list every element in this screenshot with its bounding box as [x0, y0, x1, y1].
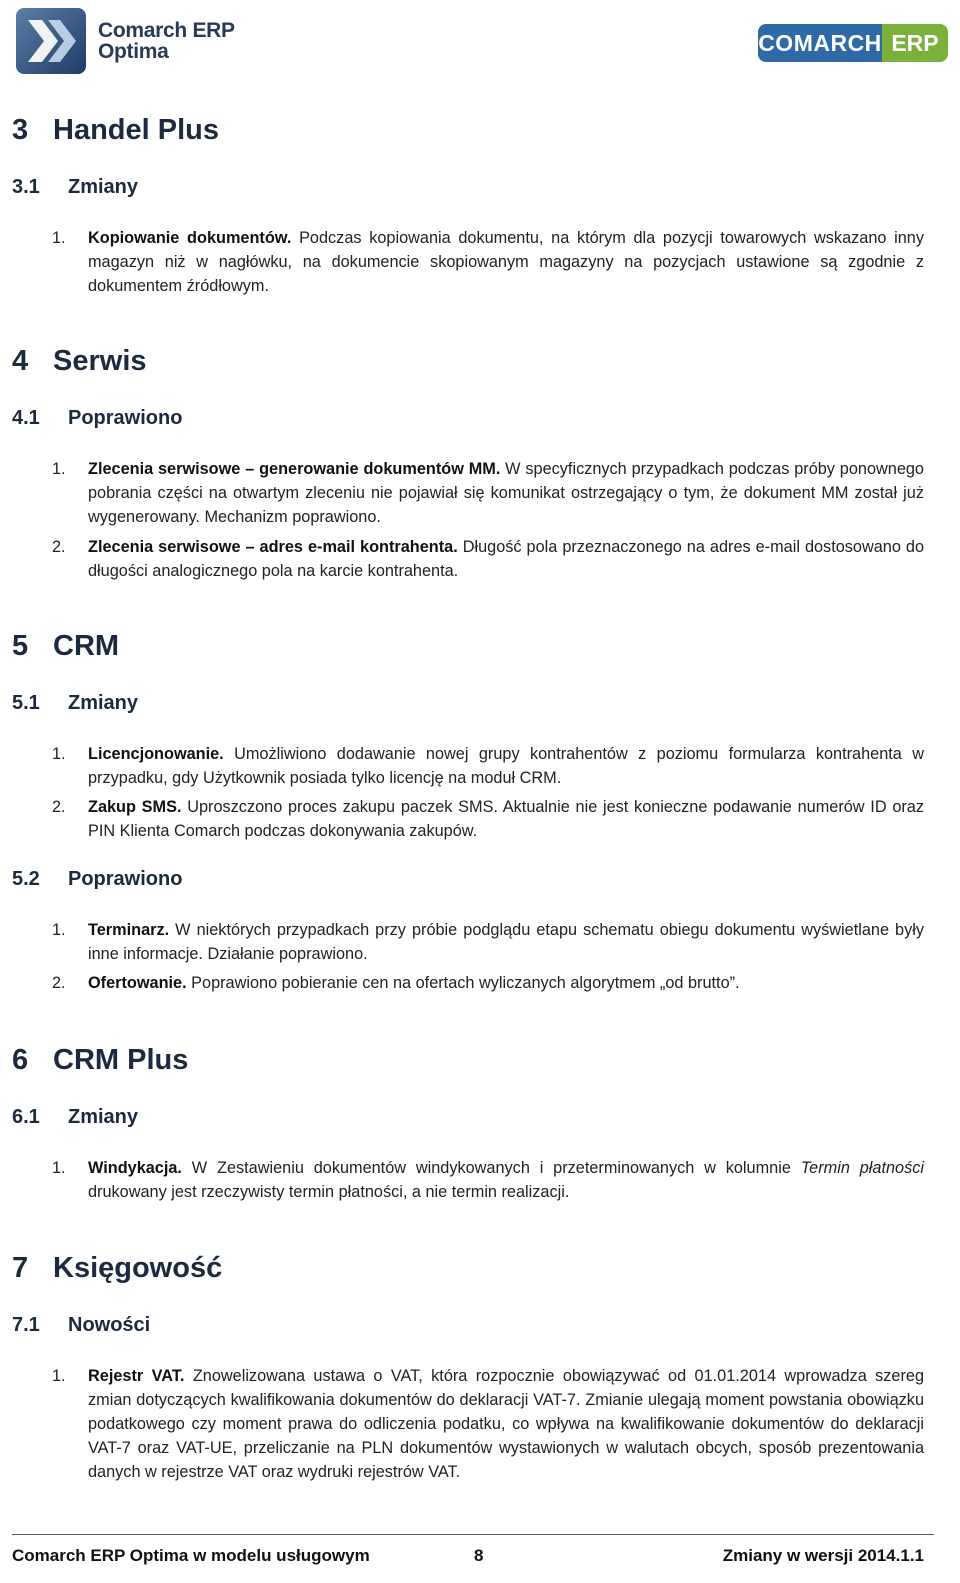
comarch-erp-optima-logo: [14, 6, 235, 76]
item-text: Poprawiono pobieranie cen na ofertach wyliczanych algorytmem „od brutto”.: [186, 974, 740, 992]
item-title: Ofertowanie.: [88, 974, 187, 992]
subsection-title: Poprawiono: [68, 407, 183, 429]
item-text: W specyficznych przypadkach podczas próby ponownego pobrania części na otwartym zleceniu nie pojawiał się komunikat ostrzegający o tym, że dokument MM został już wygenerowany. Mechanizm poprawiono.: [88, 460, 924, 526]
section-title: CRM: [53, 630, 120, 662]
item-text: W Zestawieniu dokumentów windykowanych i przeterminowanych w kolumnie: [181, 1159, 801, 1177]
subsection-number: 7.1: [12, 1314, 40, 1336]
section-heading: [12, 114, 219, 147]
item-number: 1.: [52, 460, 66, 478]
item-italic-term: Termin płatności: [800, 1159, 924, 1177]
item-number: 1.: [52, 1367, 66, 1385]
subsection-title: Nowości: [68, 1314, 151, 1336]
section-title: Serwis: [53, 345, 147, 377]
item-text: Umożliwiono dodawanie nowej grupy kontrahentów z poziomu formularza kontrahenta w przypadku, gdy Użytkownik posiada tylko licencję na moduł CRM.: [88, 745, 924, 787]
item-number: 2.: [52, 798, 66, 816]
item-title: Zlecenia serwisowe – generowanie dokumentów MM.: [88, 460, 501, 478]
item-text: W niektórych przypadkach przy próbie podglądu etapu schematu obiegu dokumentu wyświetlane były inne informacje. Działanie poprawiono.: [88, 921, 924, 963]
section-heading: [12, 345, 147, 378]
subsection-number: 5.1: [12, 692, 40, 714]
section-number: 4: [12, 345, 29, 377]
footer-page-number: 8: [474, 1546, 484, 1565]
list-item: [52, 918, 924, 966]
subsection-number: 4.1: [12, 407, 40, 429]
item-title: Zlecenia serwisowe – adres e-mail kontrahenta.: [88, 538, 458, 556]
logo-line-2: Optima: [98, 40, 169, 63]
footer-version: Zmiany w wersji 2014.1.1: [722, 1546, 924, 1565]
subsection-number: 5.2: [12, 868, 40, 890]
item-number: 2.: [52, 538, 66, 556]
logo-line-1: Comarch ERP: [98, 19, 235, 42]
item-number: 1.: [52, 1159, 66, 1177]
item-number: 1.: [52, 745, 66, 763]
item-title: Windykacja.: [88, 1159, 182, 1177]
page-header: [0, 0, 960, 90]
page-footer: [12, 1546, 924, 1570]
list-item: [52, 971, 924, 995]
item-title: Zakup SMS.: [88, 798, 182, 816]
section-number: 3: [12, 114, 29, 146]
item-text: Uproszczono proces zakupu paczek SMS. Aktualnie nie jest konieczne podawanie numerów ID oraz PIN Klienta Comarch podczas dokonywania zakupów.: [88, 798, 924, 840]
subsection-heading: [12, 407, 182, 430]
brand-comarch: COMARCH: [758, 24, 882, 62]
section-title: CRM Plus: [53, 1044, 189, 1076]
item-title: Licencjonowanie.: [88, 745, 224, 763]
subsection-title: Zmiany: [68, 692, 139, 714]
brand-erp: ERP: [882, 24, 948, 62]
footer-document-title: Comarch ERP Optima w modelu usługowym: [12, 1546, 370, 1565]
list-item: [52, 535, 924, 583]
subsection-title: Zmiany: [68, 176, 139, 198]
section-number: 5: [12, 630, 29, 662]
footer-divider: [12, 1534, 934, 1535]
subsection-number: 3.1: [12, 176, 40, 198]
item-title: Terminarz.: [88, 921, 170, 939]
list-item: [52, 1364, 924, 1484]
item-text: Znowelizowana ustawa o VAT, która rozpocznie obowiązywać od 01.01.2014 wprowadza szereg zmian dotyczących kwalifikowania dokumentów do deklaracji VAT-7. Zmianie ulegają moment powstania obowiązku podatkowego czy moment prawa do odliczenia podatku, co wpływa na kwalifikowanie dokumentów do deklaracji VAT-7 oraz VAT-UE, przeliczanie na PLN dokumentów wystawionych w walutach obcych, sposób prezentowania danych w rejestrze VAT oraz wydruki rejestrów VAT.: [88, 1367, 924, 1481]
item-number: 2.: [52, 974, 66, 992]
list-item: [52, 1156, 924, 1204]
subsection-heading: [12, 868, 182, 891]
item-title: Rejestr VAT.: [88, 1367, 185, 1385]
section-heading: [12, 1044, 188, 1077]
section-heading: [12, 630, 119, 663]
section-title: Handel Plus: [53, 114, 219, 146]
item-number: 1.: [52, 921, 66, 939]
item-title: Kopiowanie dokumentów.: [88, 229, 292, 247]
list-item: [52, 795, 924, 843]
item-text-continued: drukowany jest rzeczywisty termin płatności, a nie termin realizacji.: [88, 1183, 570, 1201]
subsection-title: Poprawiono: [68, 868, 183, 890]
list-item: [52, 226, 924, 298]
item-text: Podczas kopiowania dokumentu, na którym dla pozycji towarowych wskazano inny magazyn niż w nagłówku, na dokumencie skopiowanym magazyny na pozycjach ustawione są zgodnie z dokumentem źródłowym.: [88, 229, 924, 295]
subsection-heading: [12, 1314, 150, 1337]
subsection-number: 6.1: [12, 1106, 40, 1128]
subsection-heading: [12, 176, 138, 199]
subsection-heading: [12, 1106, 138, 1129]
optima-logo-icon: [14, 6, 88, 76]
section-number: 6: [12, 1044, 29, 1076]
list-item: [52, 742, 924, 790]
item-number: 1.: [52, 229, 66, 247]
comarch-erp-brand-logo: [758, 24, 948, 62]
subsection-heading: [12, 692, 138, 715]
section-title: Księgowość: [53, 1252, 223, 1284]
subsection-title: Zmiany: [68, 1106, 139, 1128]
item-text: Długość pola przeznaczonego na adres e-mail dostosowano do długości analogicznego pola na karcie kontrahenta.: [88, 538, 924, 580]
section-heading: [12, 1252, 222, 1285]
list-item: [52, 457, 924, 529]
section-number: 7: [12, 1252, 29, 1284]
